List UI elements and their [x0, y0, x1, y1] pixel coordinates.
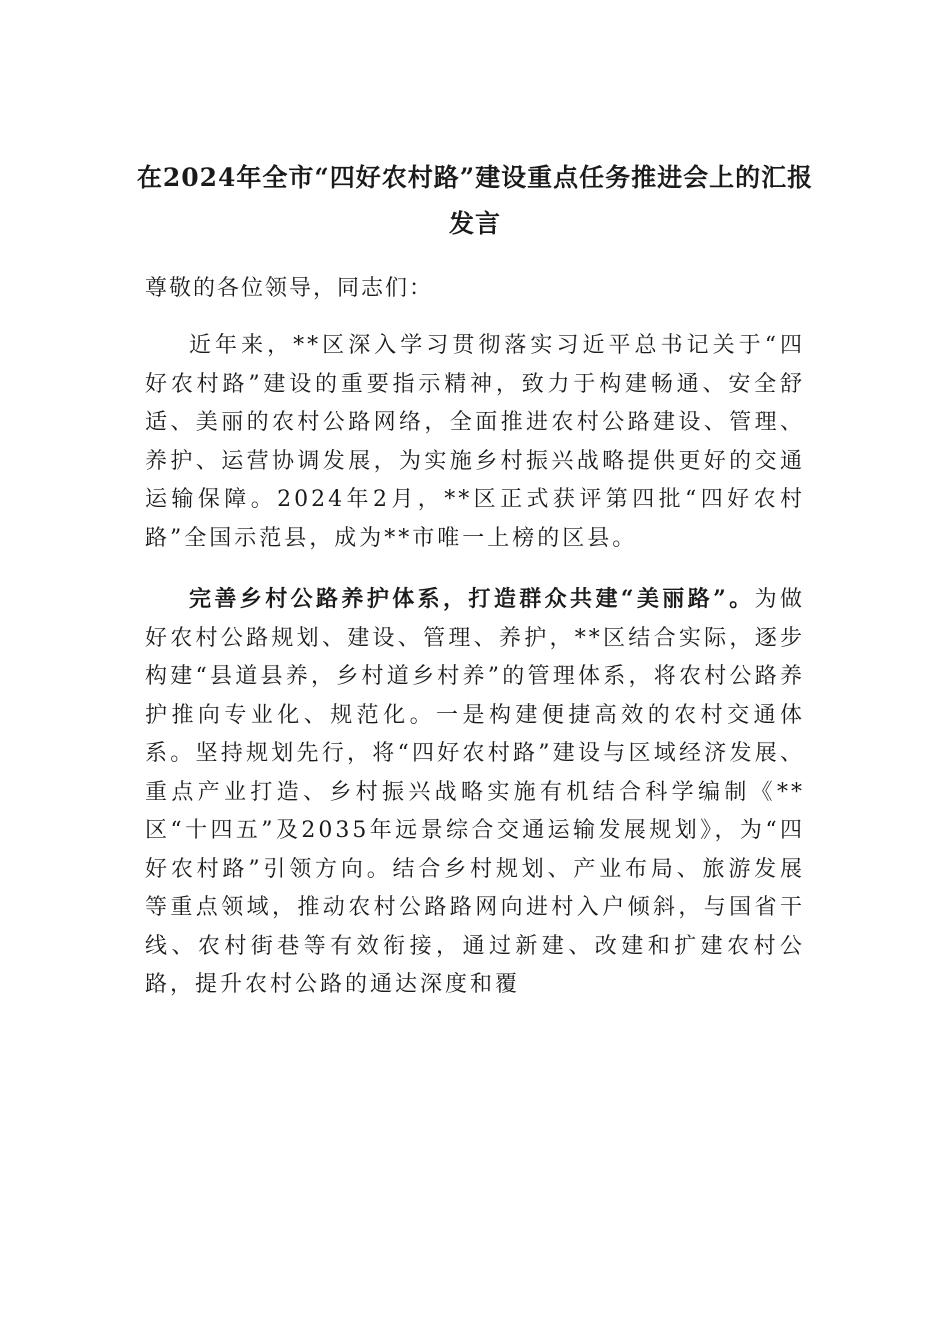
paragraph-road-maintenance-text: 为做好农村公路规划、建设、管理、养护，**区结合实际，逐步构建“县道县养，乡村道乡村养”的管理体系，将农村公路养护推向专业化、规范化。一是构建便捷高效的农村交通体系。坚持规划先行，将“四好农村路”建设与区域经济发展、重点产业打造、乡村振兴战略实施有机结合科学编制《**区“十四五”及2035年远景综合交通运输发展规划》，为“四好农村路”引领方向。结合乡村规划、产业布局、旅游发展等重点领域，推动农村公路路网向进村入户倾斜，与国省干线、农村街巷等有效衔接，通过新建、改建和扩建农村公路，提升农村公路的通达深度和覆	[145, 587, 805, 997]
salutation: 尊敬的各位领导，同志们：	[145, 276, 434, 301]
paragraph-road-maintenance	[145, 580, 805, 1005]
document-title: 在2024年全市“四好农村路”建设重点任务推进会上的汇报发言	[136, 163, 814, 238]
paragraph-intro	[145, 327, 805, 558]
paragraph-heading: 完善乡村公路养护体系，打造群众共建“美丽路”。	[189, 586, 755, 612]
paragraph-intro-text: 近年来，**区深入学习贯彻落实习近平总书记关于“四好农村路”建设的重要指示精神，致力于构建畅通、安全舒适、美丽的农村公路网络，全面推进农村公路建设、管理、养护、运营协调发展，为实施乡村振兴战略提供更好的交通运输保障。2024年2月，**区正式获评第四批“四好农村路”全国示范县，成为**市唯一上榜的区县。	[145, 333, 805, 551]
document-body	[136, 155, 814, 1005]
